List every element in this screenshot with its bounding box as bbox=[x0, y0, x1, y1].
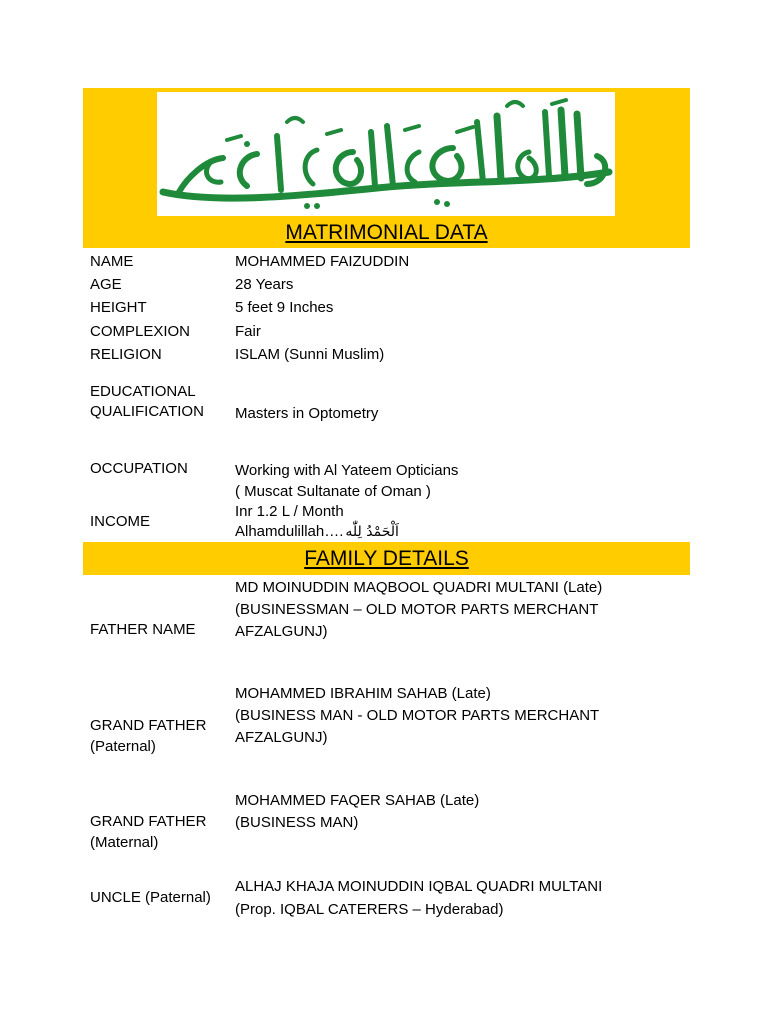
religion-label: RELIGION bbox=[90, 346, 162, 363]
gf-paternal-value-line2: (BUSINESS MAN - OLD MOTOR PARTS MERCHANT bbox=[235, 707, 600, 724]
income-label: INCOME bbox=[90, 513, 150, 530]
height-value: 5 feet 9 Inches bbox=[235, 299, 334, 316]
gf-paternal-value-line3: AFZALGUNJ) bbox=[235, 729, 328, 746]
uncle-value-line1: ALHAJ KHAJA MOINUDDIN IQBAL QUADRI MULTANI bbox=[235, 878, 603, 895]
occupation-label: OCCUPATION bbox=[90, 460, 188, 477]
complexion-label: COMPLEXION bbox=[90, 323, 191, 340]
income-value-line1: Inr 1.2 L / Month bbox=[235, 503, 344, 520]
bismillah-calligraphy bbox=[157, 92, 615, 216]
complexion-value: Fair bbox=[235, 323, 261, 340]
uncle-value-line2: (Prop. IQBAL CATERERS – Hyderabad) bbox=[235, 901, 504, 918]
gf-maternal-label-line2: (Maternal) bbox=[90, 834, 159, 851]
father-value-line1: MD MOINUDDIN MAQBOOL QUADRI MULTANI (Late) bbox=[235, 579, 603, 596]
gf-maternal-value-line1: MOHAMMED FAQER SAHAB (Late) bbox=[235, 792, 480, 809]
occupation-value-line2: ( Muscat Sultanate of Oman ) bbox=[235, 483, 431, 500]
gf-paternal-label-line1: GRAND FATHER bbox=[90, 717, 207, 734]
document-title: MATRIMONIAL DATA bbox=[285, 221, 488, 244]
education-value: Masters in Optometry bbox=[235, 405, 379, 422]
name-label: NAME bbox=[90, 253, 134, 270]
gf-maternal-value-line2: (BUSINESS MAN) bbox=[235, 814, 359, 831]
father-label: FATHER NAME bbox=[90, 621, 196, 638]
age-label: AGE bbox=[90, 276, 122, 293]
education-label-line2: QUALIFICATION bbox=[90, 403, 204, 420]
bismillah-calligraphy-art bbox=[157, 92, 615, 216]
height-label: HEIGHT bbox=[90, 299, 147, 316]
education-label-line1: EDUCATIONAL bbox=[90, 383, 196, 400]
income-alhamdulillah-text: Alhamdulillah…. bbox=[235, 523, 344, 540]
age-value: 28 Years bbox=[235, 276, 294, 293]
gf-paternal-label-line2: (Paternal) bbox=[90, 738, 156, 755]
father-value-line2: (BUSINESSMAN – OLD MOTOR PARTS MERCHANT bbox=[235, 601, 599, 618]
religion-value: ISLAM (Sunni Muslim) bbox=[235, 346, 385, 363]
father-value-line3: AFZALGUNJ) bbox=[235, 623, 328, 640]
gf-maternal-label-line1: GRAND FATHER bbox=[90, 813, 207, 830]
occupation-value-line1: Working with Al Yateem Opticians bbox=[235, 462, 459, 479]
gf-paternal-value-line1: MOHAMMED IBRAHIM SAHAB (Late) bbox=[235, 685, 491, 702]
income-arabic-text: اَلْحَمْدُ لِلّٰه bbox=[345, 524, 399, 540]
income-value-line2 bbox=[235, 521, 399, 543]
name-value: MOHAMMED FAIZUDDIN bbox=[235, 253, 410, 270]
family-details-heading: FAMILY DETAILS bbox=[83, 542, 690, 575]
uncle-label: UNCLE (Paternal) bbox=[90, 889, 211, 906]
